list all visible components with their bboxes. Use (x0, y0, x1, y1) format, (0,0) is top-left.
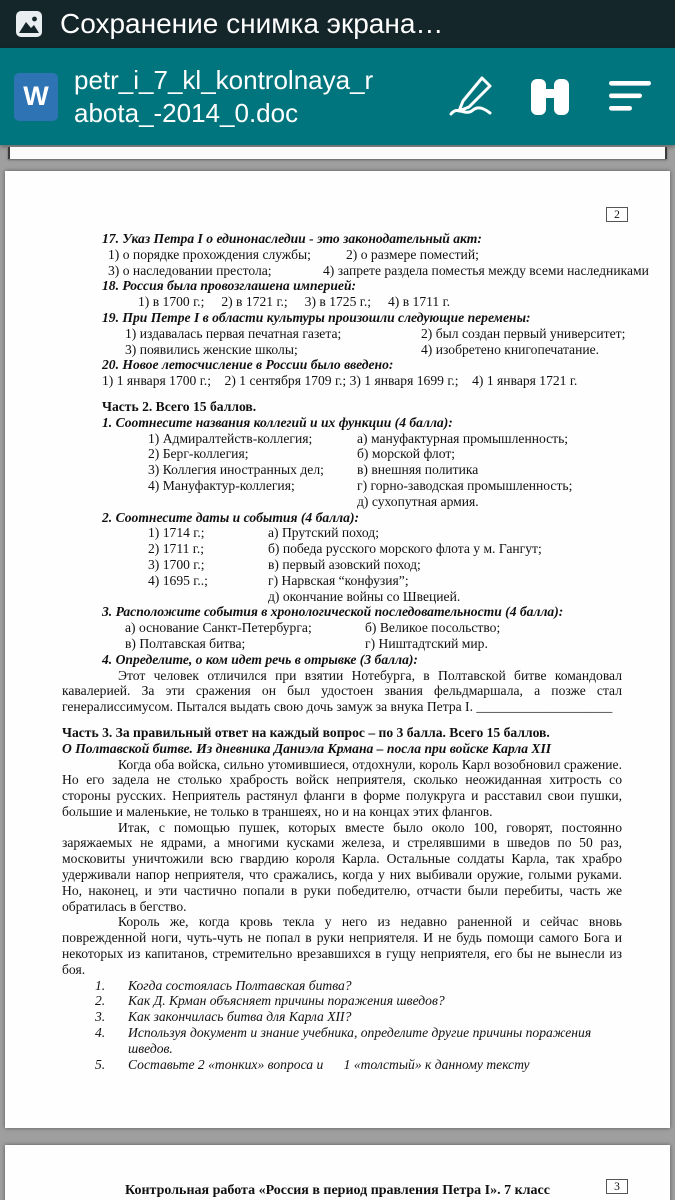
doc-line-h: 19. При Петре I в области культуры произошли следующие перемены: (102, 309, 531, 325)
doc-line-row: 3) появились женские школы; 4) изобретено книгопечатание. (125, 341, 600, 357)
page-number-box: 2 (606, 207, 628, 222)
doc-line-li: 3. Как закончилась битва для Карла XII? (95, 1009, 352, 1025)
doc-line-row: 4) 1695 г..; г) Нарвская “конфузия”; (148, 572, 409, 588)
doc-line-h: 3. Расположите события в хронологической последовательности (4 балла): (102, 604, 564, 620)
doc-line-row: 3) 1700 г.; в) первый азовский поход; (148, 556, 421, 572)
doc-line-gap (62, 389, 622, 399)
doc-line-row: 1) 1714 г.; а) Прутский поход; (148, 525, 379, 541)
page-number-box: 3 (606, 1179, 628, 1194)
doc-line-li: 2. Как Д. Крман объясняет причины поражения шведов? (95, 993, 445, 1009)
doc-line-pbi: О Полтавской битве. Из дневника Даниэла Крмана – посла при войске Карла XII (62, 740, 552, 756)
document-title (74, 64, 445, 130)
doc-line-row: д) окончание войны со Швецией. (268, 588, 461, 604)
ink-pen-button[interactable] (445, 73, 495, 121)
status-bar-title: Сохранение снимка экрана… (60, 8, 444, 39)
doc-line-row: 1) Адмиралтейств-коллегия; а) мануфактурная промышленность; (148, 430, 569, 446)
status-bar (0, 0, 675, 48)
doc-line-row: 3) о наследовании престола; 4) запрете раздела поместья между всеми наследниками (108, 262, 649, 278)
doc-line-p: Король же, когда кровь текла у него из недавно раненной и сейчас вновь поврежденной ноги, чуть-чуть не попал в руки неприятеля. И не будь помощи самого Бога и некоторых из капитанов, стремительно врезавшихся в гущу неприятеля, его бы не вынесли из боя. (62, 914, 622, 977)
ink-pen-icon (445, 74, 495, 120)
document-title-line1: petr_i_7_kl_kontrolnaya_r (74, 64, 374, 95)
page2-content (5, 171, 670, 1072)
doc-line-t: 1) 1 января 1700 г.; 2) 1 сентября 1709 г.; 3) 1 января 1699 г.; 4) 1 января 1721 г. (102, 373, 578, 389)
doc-line-row: 1) издавалась первая печатная газета; 2) был создан первый университет; (125, 325, 626, 341)
doc-line-h: 2. Соотнесите даты и события (4 балла): (102, 509, 359, 525)
doc-line-h: 1. Соотнесите названия коллегий и их функции (4 балла): (102, 414, 453, 430)
doc-line-gap (62, 715, 622, 725)
doc-line-row: 4) Мануфактур-коллегия; г) горно-заводская промышленность; (148, 477, 573, 493)
document-title-line2: abota_-2014_0.doc (74, 97, 299, 128)
doc-line-li: 4. Используя документ и знание учебника, определите другие причины поражения шведов. (95, 1025, 595, 1056)
doc-line-p: Этот человек отличился при взятии Нотебурга, в Полтавской битве командовал кавалерией. За эти сражения он был удостоен звания фельдмаршала, а позже стал генералиссимусом. Пытался выдать свою дочь замуж за внука Петра I. ____________________ (62, 667, 622, 715)
doc-line-h: 17. Указ Петра I о единонаследии - это законодательный акт: (102, 231, 482, 246)
find-binoculars-button[interactable] (525, 73, 575, 121)
doc-line-row: в) Полтавская битва; г) Ништадтский мир. (125, 635, 488, 651)
doc-line-pb: Часть 3. За правильный ответ на каждый вопрос – по 3 балла. Всего 15 баллов. (62, 724, 550, 740)
doc-line-row: д) сухопутная армия. (357, 493, 479, 509)
document-page-3 (5, 1145, 670, 1200)
doc-line-t: 1) в 1700 г.; 2) в 1721 г.; 3) в 1725 г.; 4) в 1711 г. (138, 294, 451, 310)
word-document-icon (14, 73, 58, 121)
doc-line-p: Итак, с помощью пушек, которых вместе было около 100, говорят, постоянно заряжаемых не ядрами, а многими кусками железа, и стрелявшими в шведов по 50 раз, московиты уничтожили всю гвардию короля Карла. Остальные солдаты Карла, так храбро удерживали напор неприятеля, что сражались, когда у них выбивали оружие, голыми руками. Но, наконец, и эти частично попали в руки победителю, отчасти были перебиты, часть же обратилась в бегство. (62, 819, 622, 914)
document-scroll-area[interactable] (0, 145, 675, 1200)
doc-line-row: 2) Берг-коллегия; б) морской флот; (148, 446, 456, 462)
menu-button[interactable] (605, 73, 655, 121)
menu-icon (605, 76, 655, 118)
binoculars-icon (526, 74, 574, 120)
doc-line-h: 20. Новое летосчисление в России было введено: (102, 357, 394, 373)
doc-line-li: 1. Когда состоялась Полтавская битва? (95, 977, 352, 993)
toolbar-actions (445, 73, 655, 121)
page3-heading: Контрольная работа «Россия в период правления Петра I». 7 класс (125, 1183, 550, 1198)
doc-line-p: Когда оба войска, сильно утомившиеся, отдохнули, король Карл возобновил сражение. Но его задела не столько храбрость войск неприятеля, сколько неожиданная хитрость со стороны русских. Неприятель растянул фланги в форме полукруга и расставил свои пушки, большие и маленькие, не только в траншеях, но и на концах этих флангов. (62, 756, 622, 819)
doc-line-li: 5. Составьте 2 «тонких» вопроса и 1 «толстый» к данному тексту (95, 1056, 530, 1072)
page1-bottom-edge (8, 147, 667, 159)
app-toolbar (0, 48, 675, 145)
document-page-2 (5, 171, 670, 1128)
screenshot-icon (14, 9, 44, 39)
doc-line-row: 2) 1711 г.; б) победа русского морского флота у м. Гангут; (148, 541, 542, 557)
doc-line-h: 18. Россия была провозглашена империей: (102, 278, 357, 294)
doc-line-row: а) основание Санкт-Петербурга; б) Великое посольство; (125, 620, 501, 636)
doc-line-h: 4. Определите, о ком идет речь в отрывке (3 балла): (102, 651, 418, 667)
word-badge-letter: W (23, 81, 49, 111)
doc-line-row: 3) Коллегия иностранных дел; в) внешняя политика (148, 462, 479, 478)
doc-line-b: Часть 2. Всего 15 баллов. (102, 398, 257, 414)
doc-line-row: 1) о порядке прохождения службы; 2) о размере поместий; (108, 246, 479, 262)
